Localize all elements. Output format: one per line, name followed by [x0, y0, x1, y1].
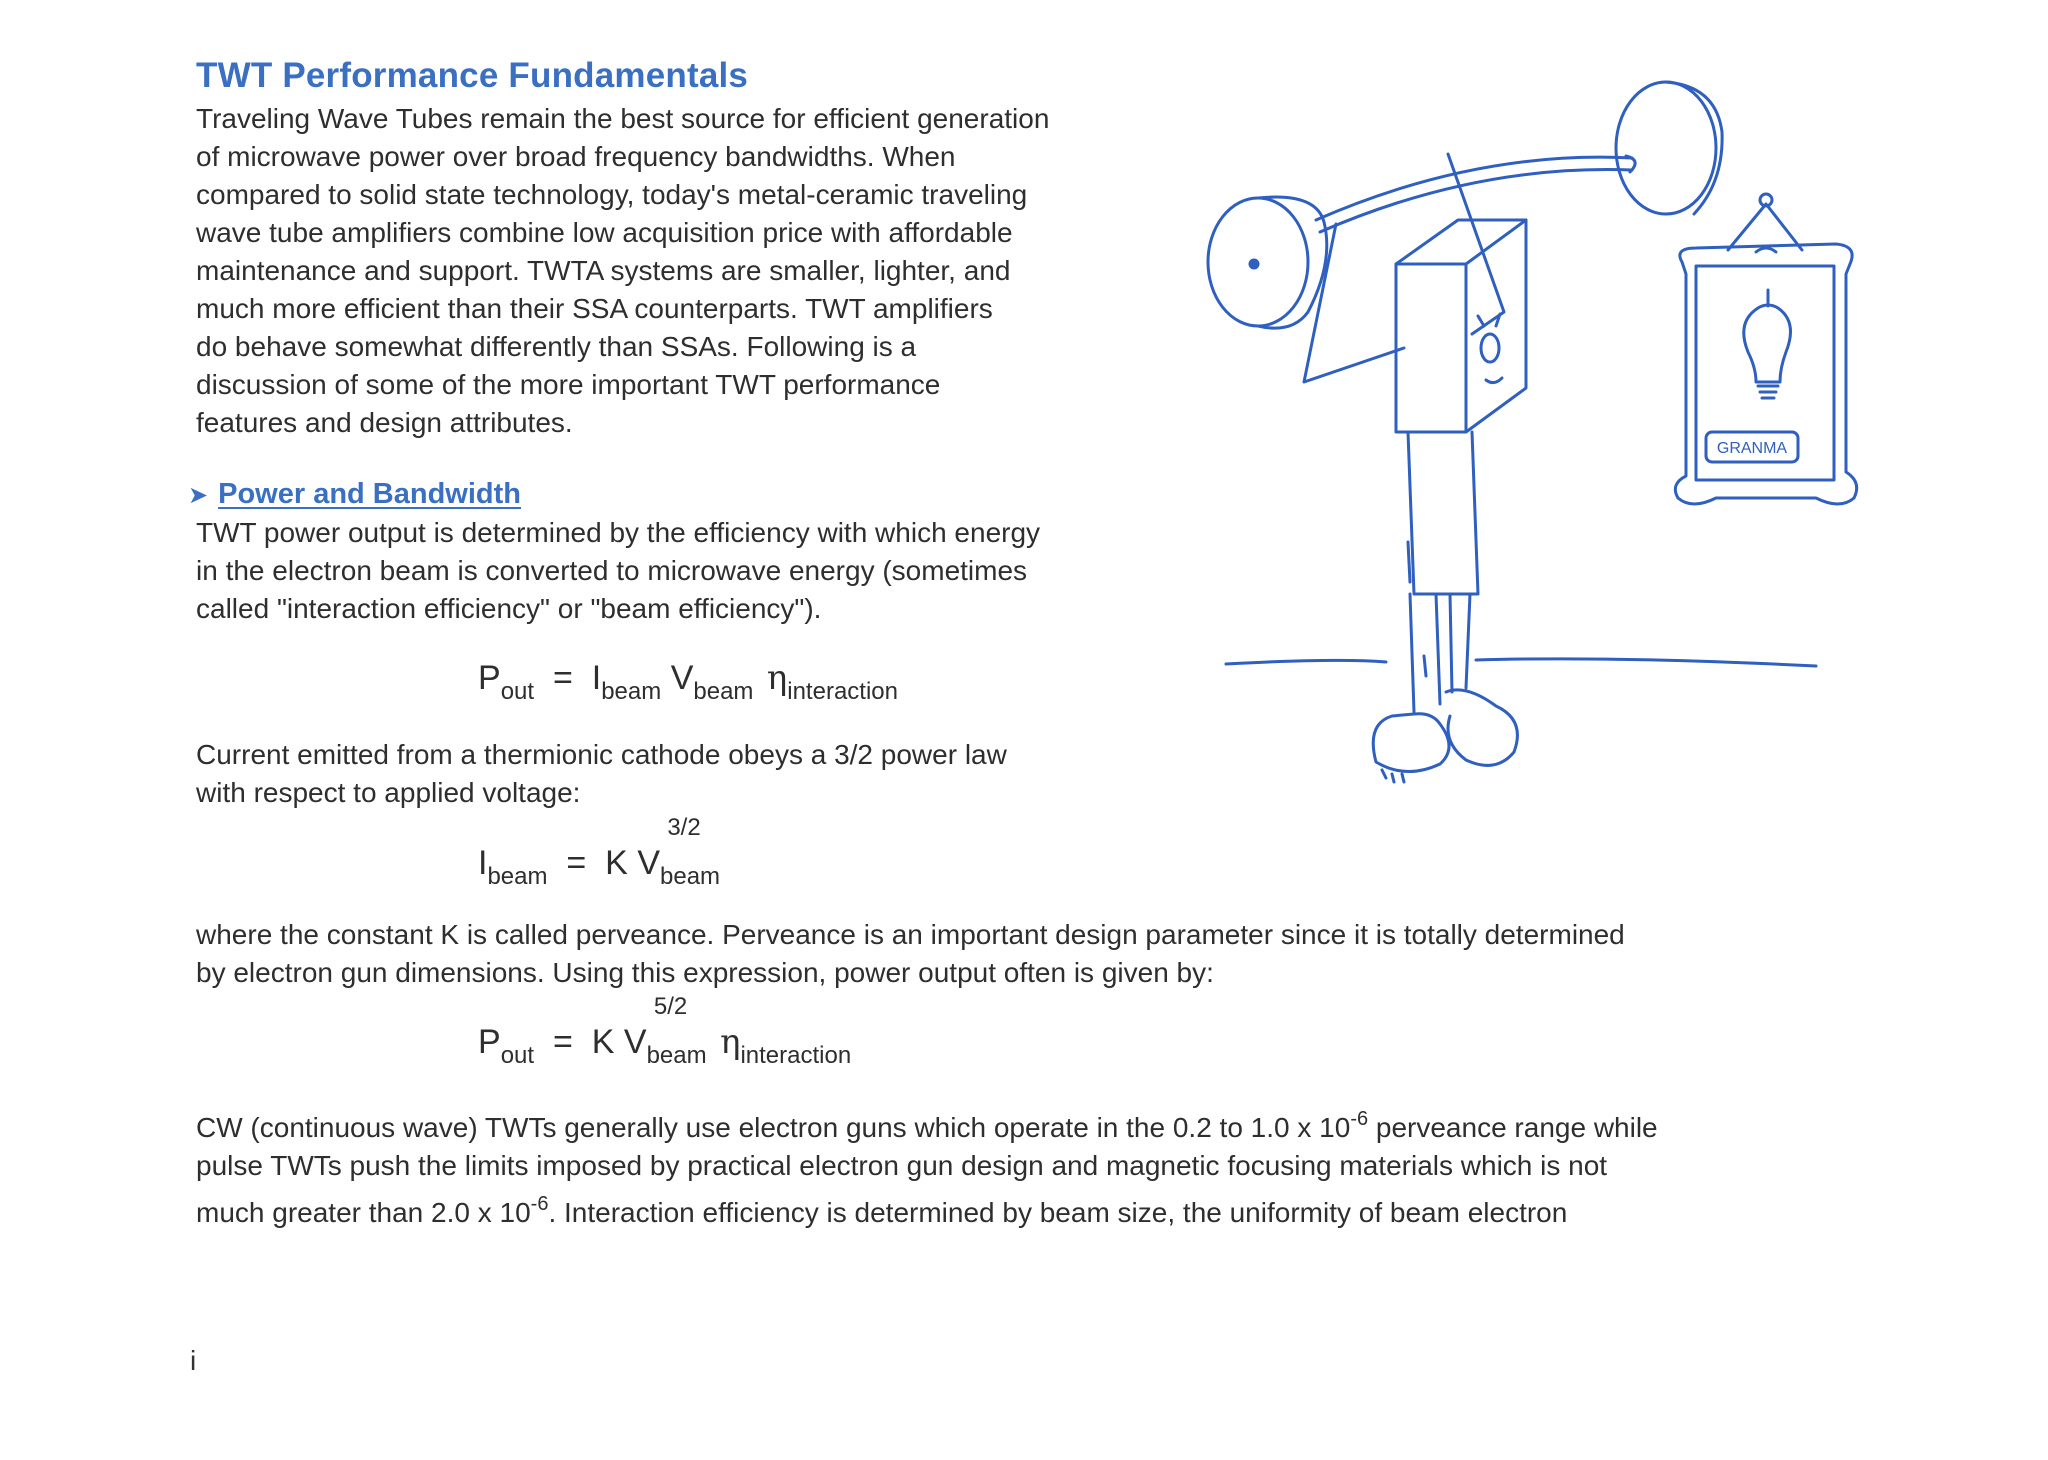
cartoon-tube-weightlifter-icon	[1196, 52, 1876, 792]
section-heading-text: Power and Bandwidth	[218, 478, 522, 510]
page-title: TWT Performance Fundamentals	[196, 56, 749, 95]
cw-paragraph: CW (continuous wave) TWTs generally use electron guns which operate in the 0.2 to 1.0 x $10^{-6}$ perveance range while pulse TWTs push the limits imposed by practical electron gun design and magnetic focusing materials which is not much greater than 2.0 x $10^{-6}$. Interaction efficiency is determined by beam size, the uniformity of beam electron	[196, 1108, 1658, 1228]
section-heading	[188, 478, 521, 511]
power-paragraph: TWT power output is determined by the efficiency with which energy in the electron beam is converted to microwave energy (sometimes called "interaction efficiency" or "beam efficiency").	[196, 517, 1041, 624]
equation-power-output: $P_{out} = I_{beam}$ $V_{beam}$ $\eta_{interaction}$	[478, 658, 898, 705]
intro-paragraph: Traveling Wave Tubes remain the best source for efficient generation of microwave power over broad frequency bandwidths. When compared to solid state technology, today's metal-ceramic traveling wave tube amplifiers combine low acquisition price with affordable maintenance and support. TWTA systems are smaller, lighter, and much more efficient than their SSA counterparts. TWT amplifiers do behave somewhat differently than SSAs. Following is a discussion of some of the more important TWT performance features and design attributes.	[196, 103, 1050, 438]
cathode-paragraph: Current emitted from a thermionic cathode obeys a 3/2 power law with respect to applied voltage:	[196, 739, 1007, 808]
equation-power-perveance: $P_{out} = K$ V 5/2 $_{beam}$ $\eta_{interaction}$	[478, 993, 852, 1069]
page-number: i	[190, 1345, 197, 1376]
arrow-bullet-icon: ➤	[188, 482, 209, 509]
perveance-paragraph: where the constant K is called perveance. Perveance is an important design parameter since it is totally determined by electron gun dimensions. Using this expression, power output often is given by:	[196, 919, 1625, 988]
frame-label: GRANMA	[1716, 440, 1788, 457]
equation-beam-current: $I_{beam} = K$ V 3/2 $_{beam}$	[478, 814, 721, 890]
